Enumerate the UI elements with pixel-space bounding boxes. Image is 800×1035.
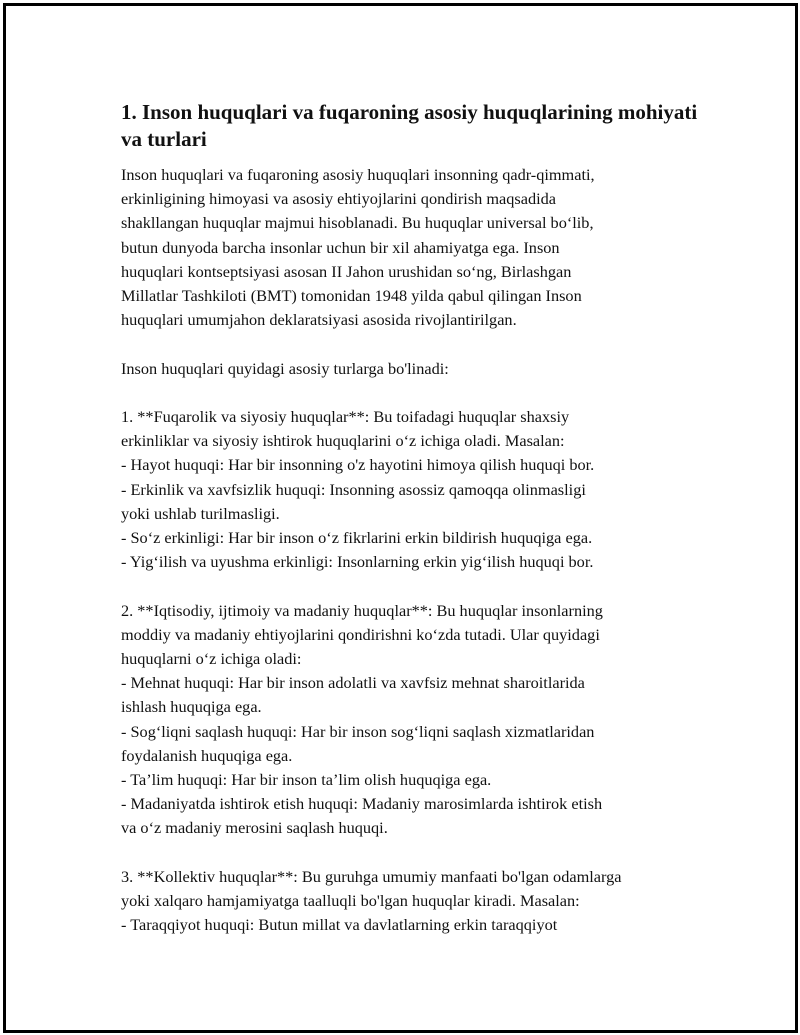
paragraph-gap bbox=[121, 381, 711, 405]
page-frame bbox=[3, 3, 798, 1033]
section-heading: 1. Inson huquqlari va fuqaroning asosiy huquqlarining mohiyati va turlari bbox=[121, 100, 698, 151]
paragraph-gap bbox=[121, 841, 711, 865]
paragraph-gap bbox=[121, 332, 711, 356]
civil-political-rights-section: 1. **Fuqarolik va siyosiy huquqlar**: Bu toifadagi huquqlar shaxsiy erkinliklar va siyosiy ishtirok huquqlarini o‘z ichiga oladi. Masalan: - Hayot huquqi: Har bir insonning o'z hayotini himoya qilish huquqi bor. - Erkinlik va xavfsizlik huquqi: Insonning asossiz qamoqqa olinmasligi yoki ushlab turilmasligi. - So‘z erkinligi: Har bir inson o‘z fikrlarini erkin bildirish huquqiga ega. - Yig‘ilish va uyushma erkinligi: Insonlarning erkin yig‘ilish huquqi bor. bbox=[121, 407, 595, 572]
document-body bbox=[121, 99, 711, 937]
paragraph-gap bbox=[121, 574, 711, 598]
economic-social-cultural-rights-section: 2. **Iqtisodiy, ijtimoiy va madaniy huquqlar**: Bu huquqlar insonlarning moddiy va madaniy ehtiyojlarini qondirishni ko‘zda tutadi. Ular quyidagi huquqlarni o‘z ichiga oladi: - Mehnat huquqi: Har bir inson adolatli va xavfsiz mehnat sharoitlarida ishlash huquqiga ega. - Sog‘liqni saqlash huquqi: Har bir inson sog‘liqni saqlash xizmatlaridan foydalanish huquqiga ega. - Ta’lim huquqi: Har bir inson ta’lim olish huquqiga ega. - Madaniyatda ishtirok etish huquqi: Madaniy marosimlarda ishtirok etish va o‘z madaniy merosini saqlash huquqi. bbox=[121, 600, 603, 838]
types-intro-paragraph: Inson huquqlari quyidagi asosiy turlarga bo'linadi: bbox=[121, 358, 449, 378]
intro-paragraph: Inson huquqlari va fuqaroning asosiy huquqlari insonning qadr-qimmati, erkinligining himoyasi va asosiy ehtiyojlarini qondirish maqsadida shakllangan huquqlar majmui hisoblanadi. Bu huquqlar universal bo‘lib, butun dunyoda barcha insonlar uchun bir xil ahamiyatga ega. Inson huquqlari kontseptsiyasi asosan II Jahon urushidan so‘ng, Birlashgan Millatlar Tashkiloti (BMT) tomonidan 1948 yilda qabul qilingan Inson huquqlari umumjahon deklaratsiyasi asosida rivojlantirilgan. bbox=[121, 165, 595, 330]
collective-rights-section: 3. **Kollektiv huquqlar**: Bu guruhga umumiy manfaati bo'lgan odamlarga yoki xalqaro hamjamiyatga taalluqli bo'lgan huquqlar kiradi. Masalan: - Taraqqiyot huquqi: Butun millat va davlatlarning erkin taraqqiyot bbox=[121, 866, 622, 935]
